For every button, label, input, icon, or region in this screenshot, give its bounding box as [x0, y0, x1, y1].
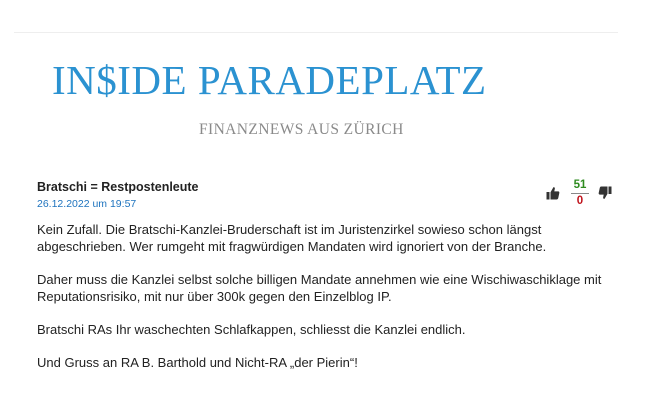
comment-rating [546, 178, 626, 208]
comment-date-link[interactable]: 26.12.2022 um 19:57 [37, 198, 137, 210]
thumbs-down-icon[interactable] [598, 186, 612, 200]
site-tagline: FINANZNEWS AUS ZÜRICH [199, 121, 404, 138]
downvote-count: 0 [576, 195, 584, 207]
upvote-count: 51 [573, 179, 587, 191]
header-divider [14, 32, 618, 33]
comment-paragraph: Daher muss die Kanzlei selbst solche billigen Mandate annehmen wie eine Wischiwaschiklage mit Reputationsrisiko, mit nur über 300k gegen den Einzelblog IP. [37, 272, 602, 304]
comment-author: Bratschi = Restpostenleute [37, 180, 199, 194]
comment-paragraph: Bratschi RAs Ihr waschechten Schlafkappen, schliesst die Kanzlei endlich. [37, 322, 466, 337]
comment-body [37, 221, 627, 387]
comment-paragraph: Kein Zufall. Die Bratschi-Kanzlei-Bruderschaft ist im Juristenzirkel sowieso schon längst abgeschrieben. Wer rumgeht mit fragwürdigen Mandaten wird ignoriert von der Branche. [37, 222, 547, 254]
site-title[interactable]: IN$IDE PARADEPLATZ [52, 57, 487, 103]
comment-paragraph: Und Gruss an RA B. Barthold und Nicht-RA „der Pierin“! [37, 355, 358, 370]
thumbs-up-icon[interactable] [546, 186, 560, 200]
vote-count-divider [571, 193, 589, 194]
